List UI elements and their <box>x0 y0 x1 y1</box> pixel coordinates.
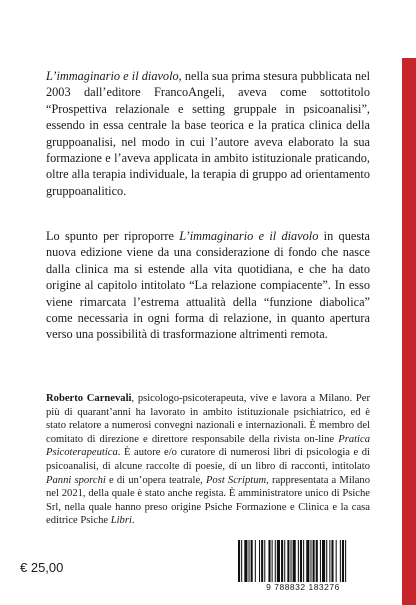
barcode-bar <box>298 540 299 582</box>
barcode-bar <box>291 540 292 582</box>
synopsis-paragraph-1 <box>46 68 370 199</box>
barcode-bar <box>249 540 250 582</box>
barcode-bar <box>336 540 337 582</box>
barcode-bar <box>251 540 253 582</box>
barcode-bar <box>331 540 333 582</box>
barcode-bar <box>345 540 346 582</box>
synopsis-text: , nella sua prima stesura pubblicata nel 2003 dall’editore FrancoAngeli, aveva come sottotitolo “Prospettiva relazionale e setting gruppale in psicoanalisi”, essendo in essa centrale la base teorica e la pratica clinica della gruppoanalisi, nel modo in cui l’autore aveva elaborato la sua formazione e l’aveva applicata in ambito istituzionale praticando, oltre alla terapia individuale, la terapia di gruppo ad orientamento gruppoanalitico. <box>46 69 370 198</box>
synopsis-text: in questa nuova edizione viene da una considerazione di fondo che nasce dalla clinica ma si estende alla vita quotidiana, e che ha dato origine al capitolo intitolato “La relazione compiacente”. In esso viene rimarcata l’estrema attualità della “funzione diabolica” come necessaria in ogni forma di relazione, in quanto apertura verso una possibilità di trasformazione altrimenti remota. <box>46 229 370 342</box>
barcode-bar <box>272 540 273 582</box>
barcode-bar <box>259 540 260 582</box>
barcode-bar <box>255 540 256 582</box>
bio-text: . È autore e/o curatore di numerosi libri di psicologia e di psicoanalisi, di alcune raccolte di poesie, di un libro di racconti, intitolato <box>46 447 370 472</box>
barcode-bar <box>264 540 265 582</box>
barcode-bar <box>238 540 240 582</box>
barcode-bar <box>320 540 321 582</box>
book-title-italic: L’immaginario e il diavolo <box>46 69 179 83</box>
barcode-bar <box>322 540 325 582</box>
barcode-bar <box>313 540 315 582</box>
barcode-bar <box>275 540 276 582</box>
bio-text: . <box>131 515 135 527</box>
author-bio <box>46 392 370 528</box>
barcode-bar <box>300 540 302 582</box>
barcode-bar <box>261 540 263 582</box>
synopsis-paragraph-2 <box>46 228 370 343</box>
barcode-bar <box>293 540 296 582</box>
red-spine-strip <box>402 58 416 605</box>
barcode-bar <box>287 540 289 582</box>
journal-title: Pratica Psicoterapeutica <box>46 433 370 459</box>
play-title: Post Scriptum <box>205 474 267 486</box>
barcode-bar <box>268 540 270 582</box>
publisher-name: Libri <box>110 515 132 527</box>
barcode-bar <box>340 540 341 582</box>
synopsis-text: Lo spunto per riproporre <box>46 229 180 243</box>
price-label: € 25,00 <box>20 560 64 575</box>
barcode-bar <box>310 540 311 582</box>
barcode-bar <box>326 540 327 582</box>
barcode-number: 9 788832 183276 <box>266 582 340 592</box>
barcode-bar <box>244 540 247 582</box>
barcode-bar <box>303 540 304 582</box>
book-title-italic: L’immaginario e il diavolo <box>179 229 319 243</box>
barcode-bar <box>316 540 318 582</box>
barcode-bar <box>277 540 280 582</box>
author-name: Roberto Carnevali <box>46 393 132 404</box>
barcode-bar <box>284 540 285 582</box>
isbn-barcode <box>228 540 378 596</box>
barcode-bar <box>329 540 330 582</box>
barcode-bar <box>342 540 344 582</box>
bio-text: , psicologo-psicoterapeuta, vive e lavora a Milano. Per più di quarant’anni ha lavorato in ambito istituzionale psichiatrico, ed è stato relatore a numerosi convegni nazionali e internazionali. È membro del comitato di direzione e direttore responsabile della rivista on-line <box>46 393 370 445</box>
bio-text: , rappresentata a Milano nel 2021, della quale è stato anche regista. È amministratore unico di Psiche Srl, nella quale hanno preso origine Psiche Formazione e Clinica e la casa editrice Psiche <box>46 474 370 527</box>
barcode-bar <box>306 540 309 582</box>
bio-text: e di un’opera teatrale, <box>105 474 206 486</box>
barcode-bar <box>281 540 283 582</box>
barcode-bar <box>241 540 242 582</box>
barcode-bars <box>238 540 372 582</box>
stories-title: Panni sporchi <box>46 474 106 486</box>
